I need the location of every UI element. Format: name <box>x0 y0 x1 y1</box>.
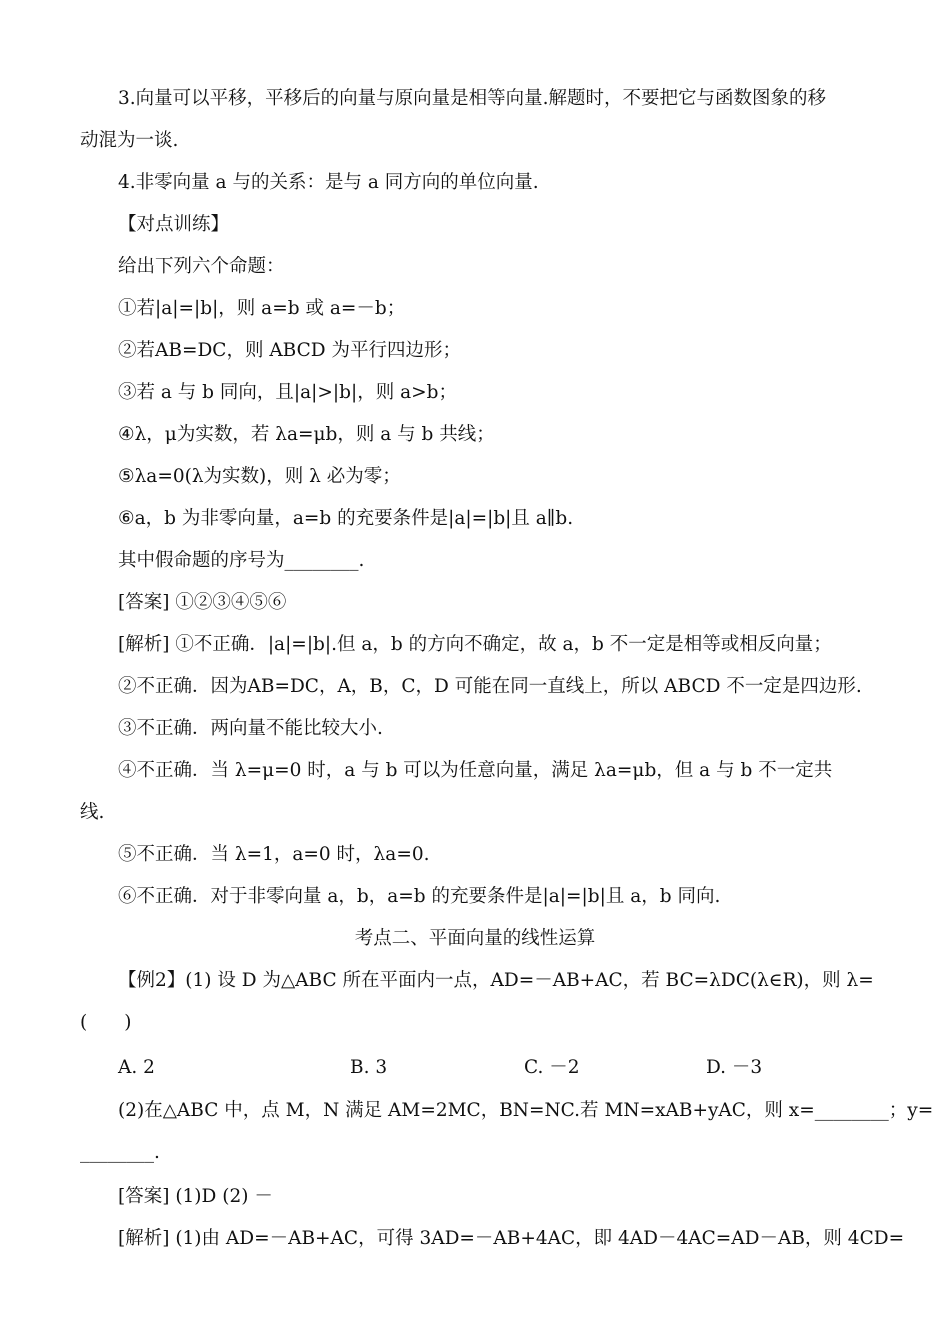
question-line: 其中假命题的序号为________. <box>118 550 365 571</box>
proposition-3: ③若 a 与 b 同向，且|a|>|b|，则 a>b； <box>118 382 457 403</box>
analysis-line: ④不正确．当 λ=μ=0 时，a 与 b 可以为任意向量，满足 λa=μb，但 a 与 b 不一定共 <box>118 760 833 781</box>
proposition-5: ⑤λa=0(λ为实数)，则 λ 必为零； <box>118 466 401 487</box>
analysis-line: [解析] (1)由 AD=－AB+AC，可得 3AD=－AB+4AC，即 4AD－4AC=AD－AB，则 4CD= <box>118 1228 905 1249</box>
analysis-line: 线. <box>80 802 105 823</box>
analysis-line: ②不正确．因为AB=DC，A，B，C，D 可能在同一直线上，所以 ABCD 不一定是四边形. <box>118 676 862 697</box>
proposition-1: ①若|a|=|b|，则 a=b 或 a=－b； <box>118 298 406 319</box>
text-line: 动混为一谈. <box>80 130 179 151</box>
option-a: A. 2 <box>118 1057 155 1078</box>
example-line: ________. <box>80 1142 160 1163</box>
option-b: B. 3 <box>350 1057 388 1078</box>
proposition-2: ②若AB=DC，则 ABCD 为平行四边形； <box>118 340 461 361</box>
text-line: 给出下列六个命题： <box>118 256 285 277</box>
analysis-line: ⑤不正确．当 λ=1，a=0 时，λa=0. <box>118 844 430 865</box>
example-line: 【例2】(1) 设 D 为△ABC 所在平面内一点，AD=－AB+AC，若 BC=λDC(λ∈R)，则 λ= <box>118 970 874 991</box>
example-line: (2)在△ABC 中，点 M，N 满足 AM=2MC，BN=NC.若 MN=xAB+yAC，则 x=________；y= <box>118 1100 934 1121</box>
option-d: D. －3 <box>706 1057 763 1078</box>
answer-line: [答案] (1)D (2) － <box>118 1186 273 1207</box>
section-title: 考点二、平面向量的线性运算 <box>354 928 596 949</box>
analysis-line: ⑥不正确．对于非零向量 a，b，a=b 的充要条件是|a|=|b|且 a，b 同向. <box>118 886 721 907</box>
section-label: 【对点训练】 <box>118 214 230 235</box>
option-c: C. －2 <box>524 1057 580 1078</box>
proposition-6: ⑥a，b 为非零向量，a=b 的充要条件是|a|=|b|且 a∥b. <box>118 508 574 529</box>
answer-line: [答案] ①②③④⑤⑥ <box>118 592 287 613</box>
text-line: 3.向量可以平移，平移后的向量与原向量是相等向量.解题时，不要把它与函数图象的移 <box>118 88 827 109</box>
text-line: 4.非零向量 a 与的关系：是与 a 同方向的单位向量. <box>118 172 539 193</box>
analysis-line: ③不正确．两向量不能比较大小. <box>118 718 383 739</box>
example-line: ( ) <box>80 1012 132 1033</box>
analysis-line: [解析] ①不正确．|a|=|b|.但 a，b 的方向不确定，故 a，b 不一定是相等或相反向量； <box>118 634 832 655</box>
proposition-4: ④λ，μ为实数，若 λa=μb，则 a 与 b 共线； <box>118 424 495 445</box>
